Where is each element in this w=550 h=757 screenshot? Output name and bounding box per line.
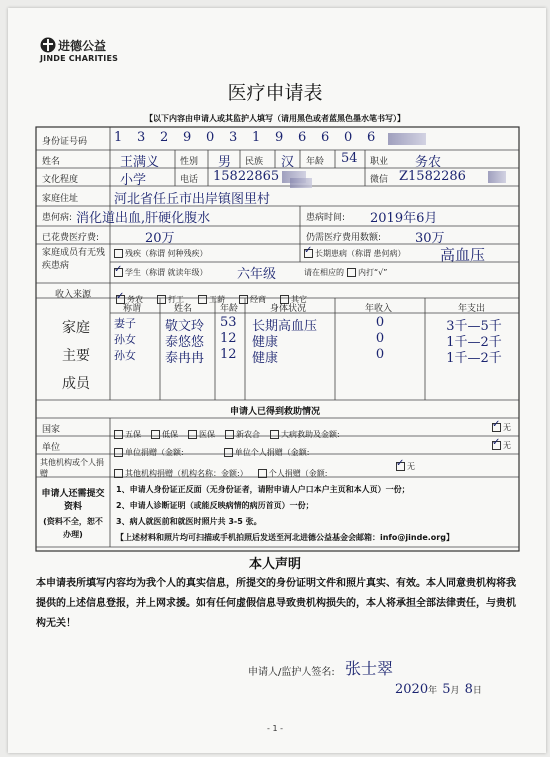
unit-label: 单位 [42,443,61,453]
member-income: 0 [375,347,385,362]
unit-checkbox[interactable] [114,448,123,457]
page-title: 医疗申请表 [227,82,323,104]
signature-label: 申请人/监护人签名: [248,667,335,678]
unit-option-label: 单位个人捐赠（金额: [234,448,310,457]
medical-need-value: 30万 [415,231,445,246]
other-option-label: 其他机构捐赠（机构名称：金额:） [125,469,248,478]
country-checkbox[interactable] [188,430,197,439]
id-digit: 6 [321,130,330,145]
country-label: 国家 [42,425,61,435]
country-option-label: 低保 [162,430,178,439]
gender-label: 性别 [180,157,199,167]
occupation-label: 职业 [370,157,389,167]
income-checkbox[interactable]: ✓ [116,291,125,302]
country-option-label: 大病救助及金额: [281,430,340,439]
member-name: 泰悠悠 [165,335,205,350]
country-option[interactable] [270,430,340,439]
country-checkbox[interactable] [114,430,123,439]
other-checkbox[interactable] [258,469,267,478]
signature-day: 8 [464,682,473,697]
id-digit: 2 [160,130,169,145]
member-age: 53 [220,315,237,330]
chronic-option[interactable]: ✓ 长期患病（称谓 患何病） [304,245,406,258]
col-expense-header: 年支出 [458,304,486,314]
country-relief-options [114,419,511,441]
id-digit: 0 [206,130,215,145]
disease-value: 消化道出血,肝硬化腹水 [76,211,211,226]
member-expense: 1千—2千 [446,335,502,350]
member-income: 0 [375,331,385,346]
country-checkbox[interactable] [225,430,234,439]
member-health: 长期高血压 [252,319,318,334]
wechat-value: Z1582286 [399,169,466,184]
document-item: 2、申请人诊断证明（或能反映病情的病历首页）一份； [116,501,314,510]
col-income-header: 年收入 [365,304,393,314]
country-option-label: 医保 [199,430,215,439]
member-age: 12 [220,347,237,362]
age-label: 年龄 [306,157,325,167]
unit-option[interactable] [114,448,184,457]
income-option-label: 其它 [291,295,307,304]
country-option[interactable] [114,430,141,439]
country-checkbox[interactable] [270,430,279,439]
student-option[interactable]: ✓ 学生（称谓 就读年级） [114,264,208,277]
signature-month: 5 [442,682,451,697]
ethnicity-label: 民族 [245,157,264,167]
other-checkbox[interactable] [114,469,123,478]
id-digit: 1 [252,130,261,145]
member-health: 健康 [252,335,279,350]
documents-label: 申请人还需提交资料 [41,489,105,512]
country-checkbox[interactable]: ✓ [492,419,501,430]
occupation-value: 务农 [415,155,442,170]
family-disabled-label: 家庭成员有无残疾患病 [42,248,106,271]
income-option-label: 工薪 [209,295,225,304]
name-value: 王满义 [120,155,160,170]
declaration-title: 本人声明 [248,557,301,572]
phone-value: 15822865 [213,169,280,184]
other-option[interactable] [396,458,415,472]
redacted-address-part [290,178,312,188]
col-health-header: 身体状况 [270,304,307,314]
document-item: 3、病人就医前和就医时照片共 3-5 张。 [116,517,262,526]
id-digit: 9 [275,130,284,145]
other-relief-options [114,458,415,480]
member-relation: 孙女 [114,349,136,362]
medical-cost-label: 已花费医疗费: [42,233,100,243]
medical-cost-value: 20万 [145,231,175,246]
id-number-label: 身份证号码 [42,137,88,147]
address-value: 河北省任丘市出岸镇图里村 [114,192,271,207]
income-checkbox[interactable] [198,295,207,304]
education-label: 文化程度 [42,175,79,185]
member-relation: 妻子 [114,317,136,330]
unit-checkbox[interactable]: ✓ [492,437,501,448]
member-expense: 3千—5千 [446,319,502,334]
other-checkbox[interactable]: ✓ [396,458,405,469]
country-option[interactable] [225,430,260,439]
member-health: 健康 [252,351,279,366]
id-digit: 0 [344,130,353,145]
other-option-label: 个人捐赠（金额: [268,469,328,478]
country-option[interactable] [492,419,511,433]
redacted-wechat-tail [488,171,506,183]
id-number-digits [114,130,424,146]
income-checkbox[interactable] [157,295,166,304]
unit-option-label: 单位捐赠（金额: [125,448,184,457]
onset-time-value: 2019年6月 [370,211,438,226]
disease-label: 患何病: [42,213,73,223]
ethnicity-value: 汉 [281,155,295,170]
signature-year: 2020 [395,682,429,697]
phone-label: 电话 [180,175,199,185]
unit-relief-options [114,437,511,459]
col-relation-header: 称谓 [123,304,142,314]
income-checkbox[interactable] [239,295,248,304]
documents-note: (资料不全，恕不办理) [43,517,103,539]
country-option-label: 无 [503,423,511,432]
member-expense: 1千—2千 [446,351,502,366]
education-value: 小学 [120,173,147,188]
unit-checkbox[interactable] [224,448,233,457]
id-digit: 3 [137,130,146,145]
disabled-option[interactable]: 残疾（称谓 何种残疾） [114,248,208,259]
page-number: - 1 - [267,724,283,733]
member-name: 泰冉冉 [165,351,205,366]
income-option-label: 务农 [127,295,143,304]
relief-title: 申请人已得到救助情况 [229,407,320,417]
id-digit: 3 [229,130,238,145]
signature-name: 张士翠 [345,659,394,678]
other-option-label: 无 [407,462,415,471]
wechat-label: 微信 [370,175,389,185]
country-checkbox[interactable] [151,430,160,439]
col-name-header: 姓名 [174,304,193,314]
other-option[interactable] [258,469,328,478]
onset-time-label: 患病时间: [306,213,346,223]
chronic-checkbox[interactable]: ✓ [304,245,313,256]
income-option[interactable] [239,295,266,304]
fill-hint: 请在相应的 内打“√” [304,268,388,277]
id-digit: 6 [367,130,376,145]
unit-option[interactable] [492,437,511,451]
id-digit: 9 [183,130,192,145]
income-option-label: 打工 [168,295,184,304]
id-digit: 1 [114,130,123,145]
unit-option[interactable] [224,448,310,457]
member-income: 0 [375,315,385,330]
gender-value: 男 [218,155,232,170]
documents-list [116,482,454,546]
country-option[interactable] [188,430,215,439]
document-item: 1、申请人身份证正反面（无身份证者，请附申请人户口本户主页和本人页）一份； [116,485,410,494]
member-age: 12 [220,331,237,346]
unit-option-label: 无 [503,441,511,450]
country-option[interactable] [151,430,178,439]
address-label: 家庭住址 [42,194,79,204]
income-source-label: 收入来源 [55,290,92,300]
student-detail-value: 六年级 [237,267,277,282]
family-members-label: 家庭 主要 成员 [62,320,90,392]
other-donation-label: 其他机构或个人捐赠 [40,458,104,478]
document-item: 【上述材料和照片均可扫描或手机拍照后发送至河北进德公益基金会邮箱：info@jinde.org】 [116,533,454,542]
col-age-header: 年龄 [220,304,239,314]
logo-text-en: JINDE CHARITIES [40,54,119,63]
member-name: 敬文玲 [165,319,205,334]
country-option-label: 新农合 [236,430,260,439]
medical-need-label: 仍需医疗费用数额: [306,233,382,243]
id-digit: 6 [298,130,307,145]
age-value: 54 [341,151,358,166]
signature-date: 2020年 5月 8日 [395,682,482,697]
declaration-text: 本申请表所填写内容均为我个人的真实信息，所提交的身份证明文件和照片真实、有效。本人同意贵机构将我提供的上述信息登报，并上网求援。如有任何虚假信息导致贵机构损失的，本人将承担全部法律责任，与贵机构无关！ [36,578,516,629]
student-checkbox[interactable]: ✓ [114,264,123,275]
instruction-banner: 【以下内容由申请人或其监护人填写（请用黑色或者蓝黑色墨水笔书写）】 [145,114,405,123]
redacted-id-tail [388,133,426,145]
logo-text-cn: 进德公益 [58,39,107,53]
income-option-label: 经商 [250,295,266,304]
chronic-detail-value: 高血压 [440,246,486,264]
other-option[interactable] [114,469,248,478]
hint-box-icon [347,268,356,277]
member-relation: 孙女 [114,333,136,346]
disabled-checkbox[interactable] [114,249,123,258]
name-label: 姓名 [42,157,61,167]
country-option-label: 五保 [125,430,141,439]
